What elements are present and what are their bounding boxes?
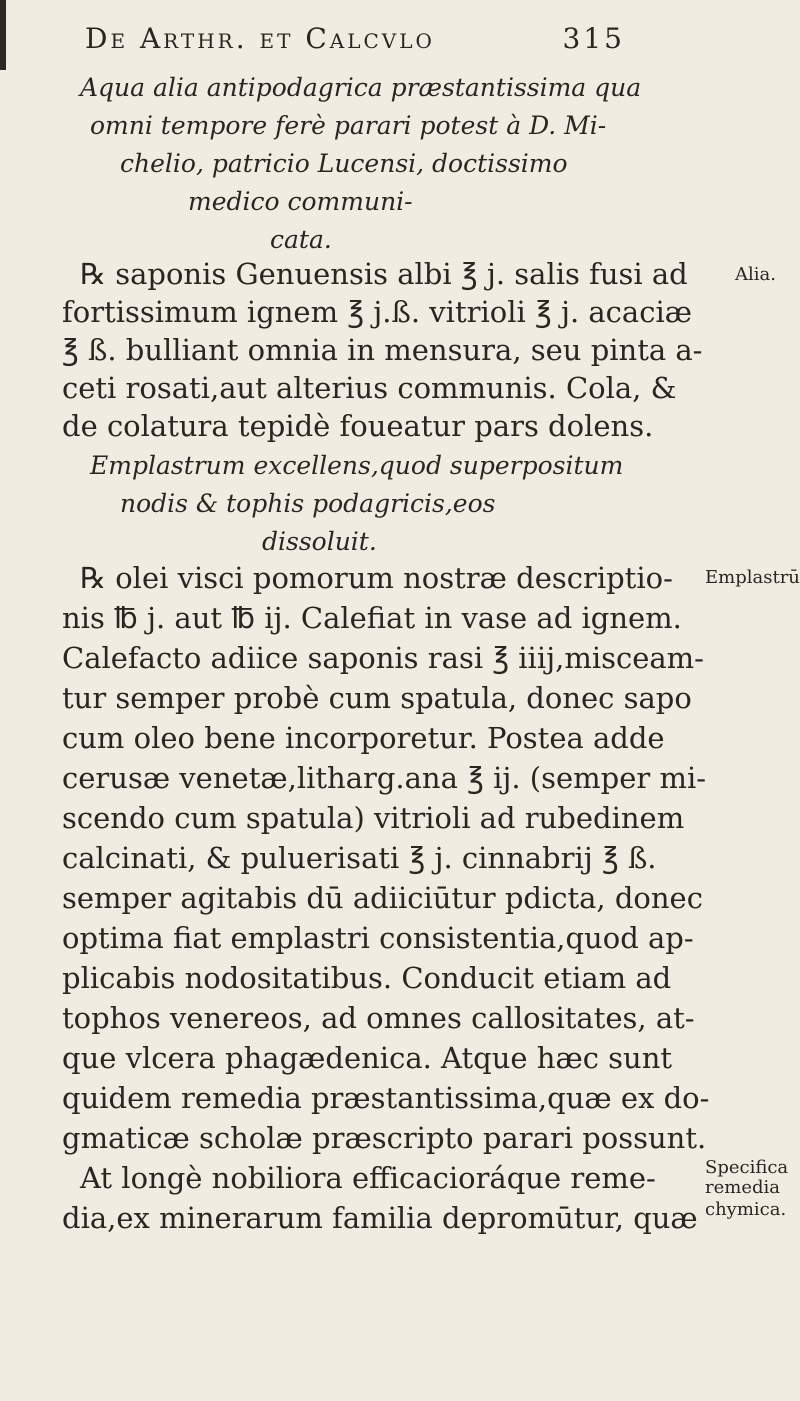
- text-line: nis ℔ j. aut ℔ ij. Calefiat in vase ad ignem.: [62, 601, 682, 635]
- text-line: cum oleo bene incorporetur. Postea adde: [62, 721, 665, 755]
- text-line: fortissimum ignem ℥ j.ß. vitrioli ℥ j. acaciæ: [62, 295, 692, 329]
- heading-line: Emplastrum excellens,quod superpositum: [90, 451, 624, 480]
- text-line: cerusæ venetæ,litharg.ana ℥ ij. (semper mi-: [62, 761, 707, 795]
- text-line: ℞ saponis Genuensis albi ℥ j. salis fusi ad: [80, 257, 688, 291]
- text-line: At longè nobiliora efficacioráque reme-: [80, 1161, 656, 1195]
- text-line: calcinati, & puluerisati ℥ j. cinnabrij ℥ ß.: [62, 841, 657, 875]
- margin-note: Specifica: [705, 1157, 789, 1178]
- page-edge-shadow: [0, 0, 6, 70]
- running-header: [85, 22, 625, 62]
- heading-line: cata.: [270, 225, 332, 254]
- page-number: 315: [562, 22, 625, 55]
- margin-note: chymica.: [705, 1199, 787, 1220]
- heading-line: chelio, patricio Lucensi, doctissimo: [120, 149, 568, 178]
- margin-note: Emplastrū: [705, 567, 800, 588]
- text-line: ceti rosati,aut alterius communis. Cola, &: [62, 371, 677, 405]
- heading-line: omni tempore ferè parari potest à D. Mi-: [90, 111, 607, 140]
- text-line: Calefacto adiice saponis rasi ℥ iiij,misceam-: [62, 641, 704, 675]
- text-line: ℥ ß. bulliant omnia in mensura, seu pinta a-: [62, 333, 703, 367]
- text-line: scendo cum spatula) vitrioli ad rubedinem: [62, 801, 685, 835]
- heading-line: Aqua alia antipodagrica præstantissima qua: [80, 73, 642, 102]
- text-line: ℞ olei visci pomorum nostræ descriptio-: [80, 561, 673, 595]
- text-line: dia,ex minerarum familia depromūtur, quæ: [62, 1201, 698, 1235]
- text-line: tur semper probè cum spatula, donec sapo: [62, 681, 692, 715]
- text-line: plicabis nodositatibus. Conducit etiam ad: [62, 961, 672, 995]
- heading-line: nodis & tophis podagricis,eos: [120, 489, 496, 518]
- heading-line: dissoluit.: [262, 527, 377, 556]
- text-line: de colatura tepidè foueatur pars dolens.: [62, 409, 654, 443]
- heading-line: medico communi-: [188, 187, 413, 216]
- margin-note: remedia: [705, 1177, 780, 1198]
- text-line: tophos venereos, ad omnes callositates, at-: [62, 1001, 695, 1035]
- text-line: semper agitabis dū adiiciūtur pdicta, donec: [62, 881, 703, 915]
- running-title: De Arthr. et Calcvlo: [85, 22, 435, 55]
- margin-note: Alia.: [735, 264, 776, 285]
- text-line: gmaticæ scholæ præscripto parari possunt.: [62, 1121, 707, 1155]
- text-line: que vlcera phagædenica. Atque hæc sunt: [62, 1041, 673, 1075]
- text-line: quidem remedia præstantissima,quæ ex do-: [62, 1081, 710, 1115]
- text-line: optima fiat emplastri consistentia,quod ap-: [62, 921, 694, 955]
